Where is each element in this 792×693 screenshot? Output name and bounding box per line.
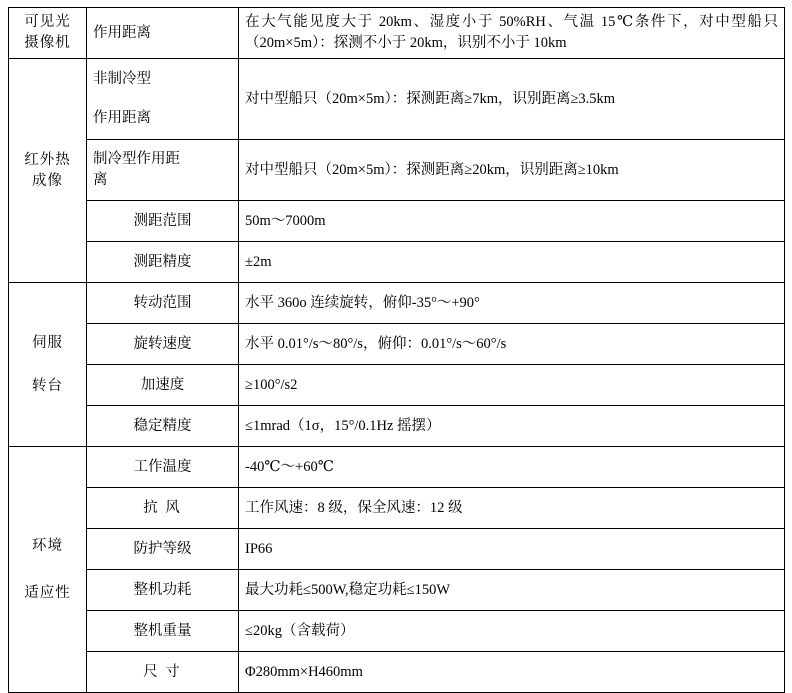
subitem-cell bbox=[87, 570, 239, 611]
value-cell: 水平 360o 连续旋转，俯仰-35°～+90° bbox=[239, 283, 785, 324]
category-line: 可见光 bbox=[24, 14, 71, 30]
table-row bbox=[9, 140, 785, 201]
category-cell-infrared bbox=[9, 59, 87, 283]
subitem-cell bbox=[87, 201, 239, 242]
subitem-label: 离 bbox=[93, 172, 108, 189]
subitem-label: 抗 风 bbox=[143, 499, 182, 516]
table-row bbox=[9, 488, 785, 529]
category-line: 适应性 bbox=[24, 584, 71, 601]
subitem-cell bbox=[87, 59, 239, 140]
table-row bbox=[9, 611, 785, 652]
table-row bbox=[9, 59, 785, 140]
subitem-label: 尺 寸 bbox=[143, 663, 182, 680]
subitem-cell bbox=[87, 447, 239, 488]
value-cell: -40℃～+60℃ bbox=[239, 447, 785, 488]
value-cell: ≤1mrad（1σ，15°/0.1Hz 摇摆） bbox=[239, 406, 785, 447]
value-cell: ±2m bbox=[239, 242, 785, 283]
category-line: 摄像机 bbox=[24, 35, 71, 52]
category-line: 成像 bbox=[32, 172, 63, 189]
subitem-cell bbox=[87, 365, 239, 406]
table-row bbox=[9, 365, 785, 406]
value-cell: 工作风速：8 级，保全风速：12 级 bbox=[239, 488, 785, 529]
subitem-label: 制冷型作用距 bbox=[93, 151, 180, 168]
value-cell: Φ280mm×H460mm bbox=[239, 652, 785, 693]
spec-table bbox=[8, 7, 785, 693]
table-row bbox=[9, 652, 785, 693]
value-cell: IP66 bbox=[239, 529, 785, 570]
value-cell: 水平 0.01°/s～80°/s，俯仰：0.01°/s～60°/s bbox=[239, 324, 785, 365]
table-row bbox=[9, 447, 785, 488]
subitem-cell bbox=[87, 324, 239, 365]
subitem-label: 整机重量 bbox=[133, 622, 192, 639]
value-cell: 50m～7000m bbox=[239, 201, 785, 242]
table-row bbox=[9, 529, 785, 570]
subitem-cell bbox=[87, 488, 239, 529]
subitem-label: 作用距离 bbox=[93, 110, 151, 127]
value-cell: 最大功耗≤500W,稳定功耗≤150W bbox=[239, 570, 785, 611]
subitem-label: 测距范围 bbox=[133, 212, 192, 229]
subitem-label: 作用距离 bbox=[93, 24, 151, 41]
table-row bbox=[9, 406, 785, 447]
subitem-cell bbox=[87, 652, 239, 693]
category-line: 环境 bbox=[32, 537, 63, 554]
value-cell: 对中型船只（20m×5m）：探测距离≥20km，识别距离≥10km bbox=[239, 140, 785, 201]
value-cell: ≥100°/s2 bbox=[239, 365, 785, 406]
value-cell: 在大气能见度大于 20km、湿度小于 50%RH、气温 15℃条件下，对中型船只（20m×5m）：探测不小于 20km，识别不小于 10km bbox=[239, 8, 785, 59]
subitem-label: 测距精度 bbox=[133, 253, 192, 270]
table-row bbox=[9, 570, 785, 611]
subitem-cell bbox=[87, 8, 239, 59]
subitem-label: 旋转速度 bbox=[133, 335, 192, 352]
table-row bbox=[9, 324, 785, 365]
category-cell-visible-light bbox=[9, 8, 87, 59]
subitem-label: 稳定精度 bbox=[133, 417, 192, 434]
value-cell: 对中型船只（20m×5m）：探测距离≥7km，识别距离≥3.5km bbox=[239, 59, 785, 140]
category-cell-servo-turntable bbox=[9, 283, 87, 447]
subitem-label: 工作温度 bbox=[133, 458, 192, 475]
subitem-cell bbox=[87, 529, 239, 570]
value-cell: ≤20kg（含载荷） bbox=[239, 611, 785, 652]
table-row bbox=[9, 8, 785, 59]
subitem-cell bbox=[87, 140, 239, 201]
subitem-label: 转动范围 bbox=[133, 294, 192, 311]
category-line: 红外热 bbox=[24, 151, 71, 168]
subitem-cell bbox=[87, 242, 239, 283]
subitem-cell bbox=[87, 611, 239, 652]
subitem-cell bbox=[87, 283, 239, 324]
subitem-label: 加速度 bbox=[140, 376, 185, 393]
category-cell-environment bbox=[9, 447, 87, 693]
subitem-label: 非制冷型 bbox=[93, 71, 151, 88]
table-row bbox=[9, 242, 785, 283]
category-line: 伺服 bbox=[32, 334, 63, 351]
subitem-label: 防护等级 bbox=[133, 540, 192, 557]
subitem-label: 整机功耗 bbox=[133, 581, 192, 598]
category-line: 转台 bbox=[32, 377, 63, 394]
table-row bbox=[9, 283, 785, 324]
table-row bbox=[9, 201, 785, 242]
subitem-cell bbox=[87, 406, 239, 447]
